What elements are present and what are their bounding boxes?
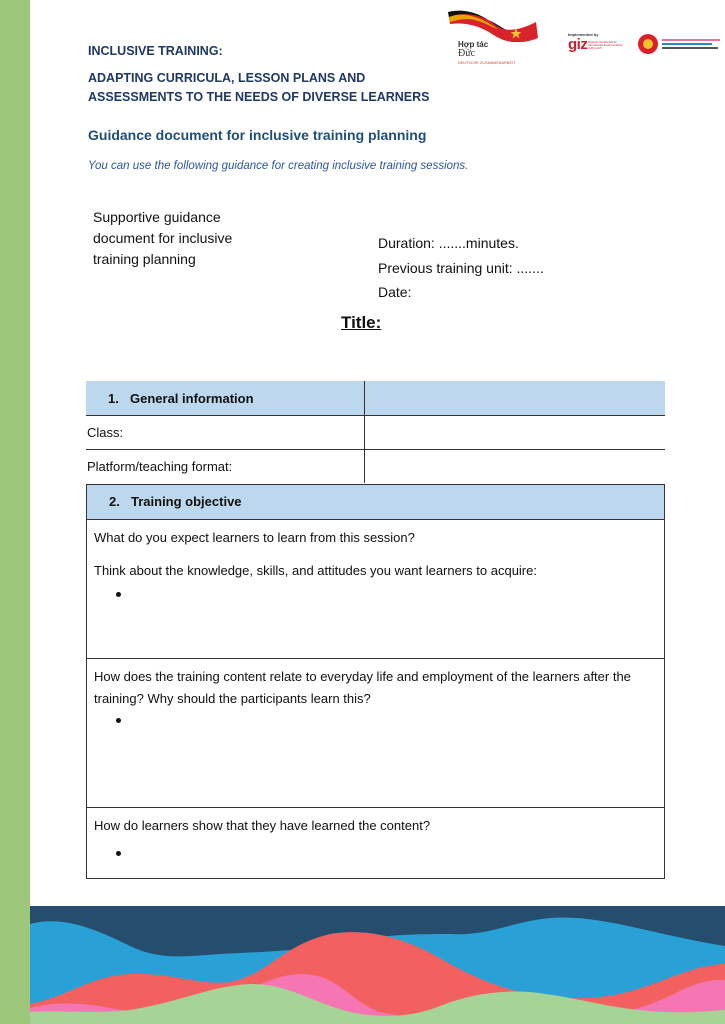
document-title-label: Title:: [341, 313, 382, 332]
section1-header-blank: [365, 381, 666, 416]
program-subtitle-line1: ADAPTING CURRICULA, LESSON PLANS AND: [88, 71, 366, 85]
deutsche-zusammenarbeit-text: DEUTSCHE ZUSAMMENARBEIT: [458, 61, 516, 65]
objective-question-2[interactable]: [87, 659, 664, 808]
vietnam-emblem-icon: [638, 34, 658, 54]
footer-wave-decoration: [30, 906, 725, 1024]
ministry-name-lines: [662, 39, 722, 51]
bullet-icon: [116, 851, 121, 856]
class-label: Class:: [86, 416, 365, 450]
platform-label: Platform/teaching format:: [86, 450, 365, 484]
hoptac-duc-logo: [446, 8, 546, 70]
giz-logo: [568, 32, 628, 62]
intro-text: You can use the following guidance for creating inclusive training sessions.: [88, 160, 469, 172]
session-meta: [378, 231, 544, 305]
section1-number: 1.: [108, 390, 119, 406]
ministry-logo: [638, 34, 723, 60]
hoptac-text: Hợp tác: [458, 40, 489, 49]
duc-text: Đức: [458, 48, 476, 59]
program-title: INCLUSIVE TRAINING:: [88, 44, 223, 58]
training-objective-section: [86, 484, 665, 879]
date-field[interactable]: Date:: [378, 284, 412, 300]
bullet-icon: [116, 718, 121, 723]
bullet-icon: [116, 592, 121, 597]
duration-field[interactable]: Duration: .......minutes.: [378, 235, 519, 251]
objective-question-3[interactable]: [87, 808, 664, 878]
objective-question-1[interactable]: [87, 520, 664, 659]
supportive-guidance-text: Supportive guidance document for inclusive training planning: [93, 209, 233, 267]
german-vietnam-flag-ribbon-icon: [446, 8, 546, 42]
class-value-cell[interactable]: [365, 416, 666, 450]
implemented-by-text: Implemented by: [568, 32, 599, 37]
section1-header: [86, 381, 365, 416]
section2-header: [87, 485, 664, 520]
question-text: How do learners show that they have learned the content?: [94, 818, 431, 833]
giz-wordmark: giz: [568, 36, 588, 53]
partner-logos: [446, 8, 721, 68]
question-subtext: Think about the knowledge, skills, and attitudes you want learners to acquire:: [94, 563, 537, 578]
program-subtitle: [88, 69, 468, 107]
section2-number: 2.: [109, 494, 120, 509]
section1-label: General information: [130, 390, 254, 406]
green-sidebar-stripe: [0, 0, 30, 1024]
giz-fullname-text: Deutsche Gesellschaft für Internationale Zusammenarbeit (GIZ) GmbH: [588, 41, 623, 50]
question-text: How does the training content relate to everyday life and employment of the learners after the training? Why should the participants learn this?: [94, 669, 631, 706]
section1-header-row: [86, 381, 665, 416]
general-information-table: [86, 381, 665, 483]
program-subtitle-line2: ASSESSMENTS TO THE NEEDS OF DIVERSE LEARNERS: [88, 90, 430, 104]
question-text: What do you expect learners to learn from this session?: [94, 530, 415, 545]
table-row: [86, 416, 665, 450]
table-row: [86, 450, 665, 484]
platform-value-cell[interactable]: [365, 450, 666, 484]
section-heading: Guidance document for inclusive training planning: [88, 127, 427, 143]
previous-unit-field[interactable]: Previous training unit: .......: [378, 259, 544, 276]
section2-label: Training objective: [131, 494, 242, 509]
